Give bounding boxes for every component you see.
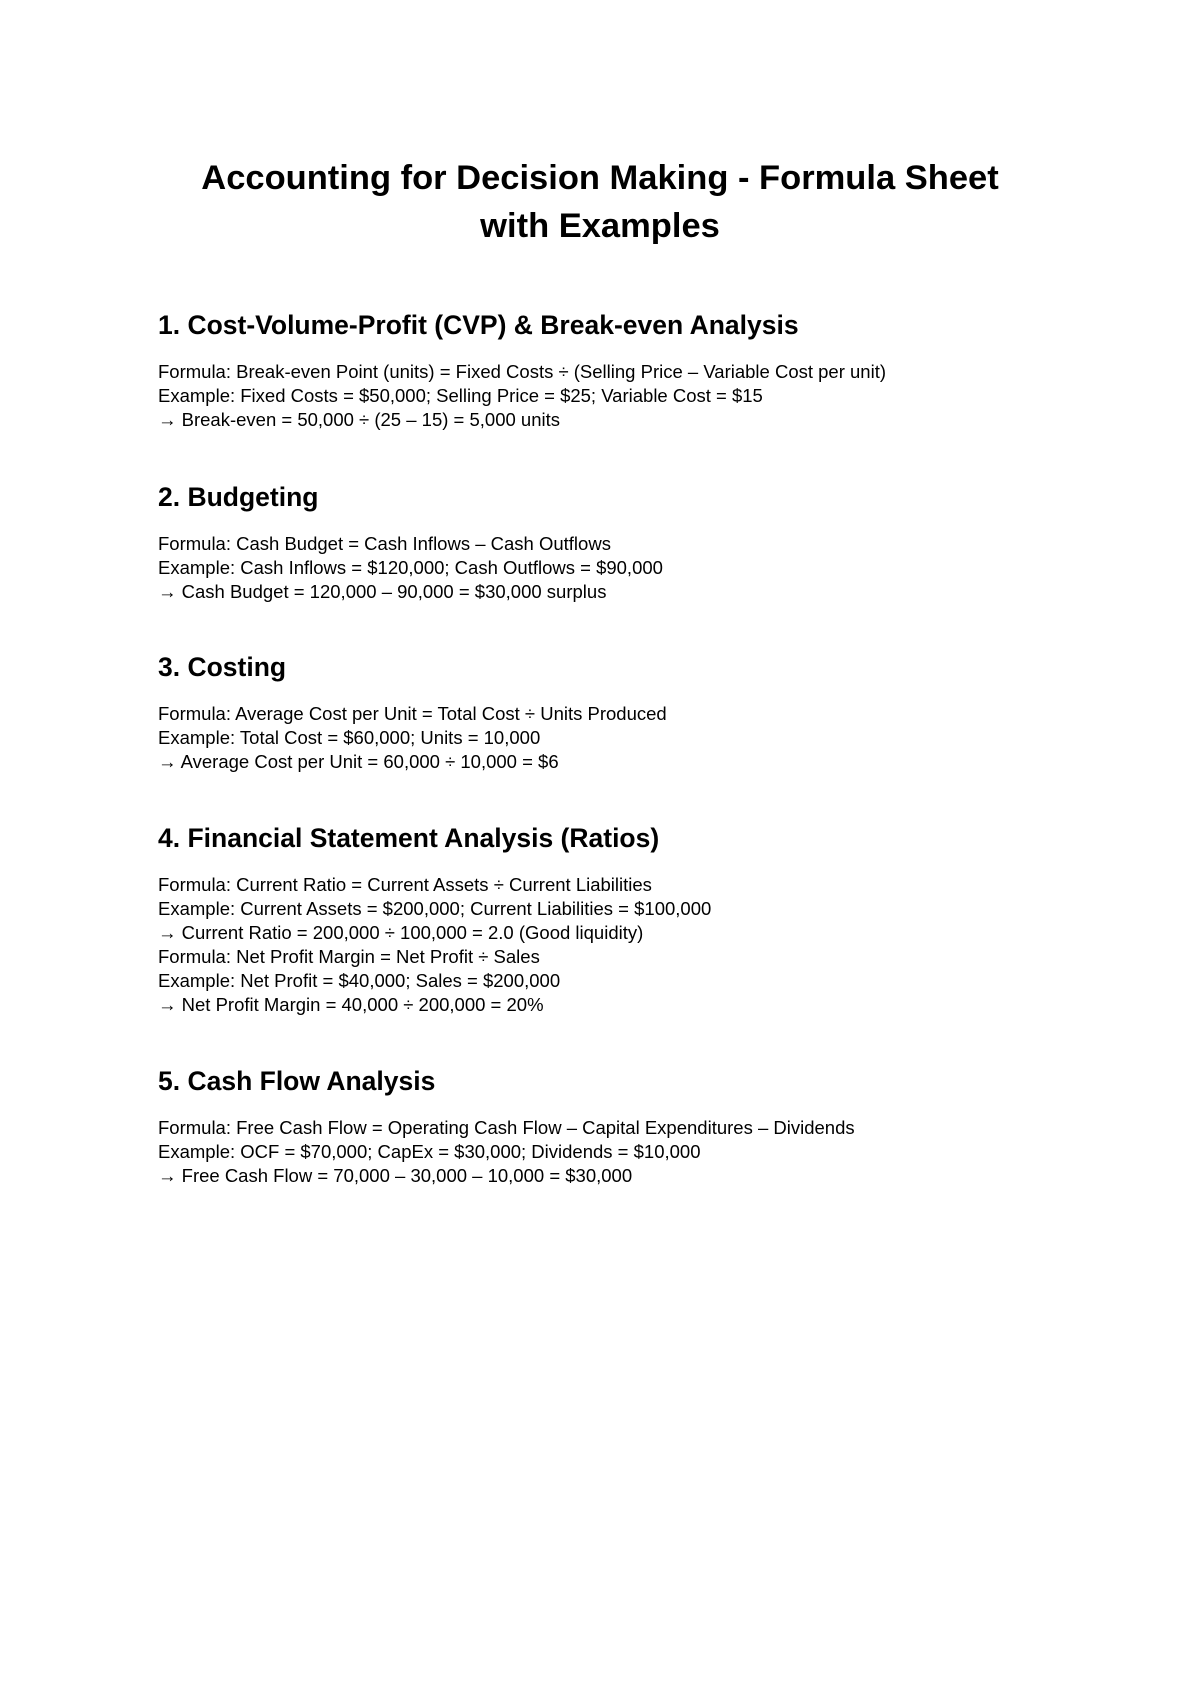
section-financial-statement-analysis [158,821,1098,1017]
formula-line: Formula: Current Ratio = Current Assets ÷ Current Liabilities [158,874,652,895]
document-title [100,154,1100,250]
result-line: → Free Cash Flow = 70,000 – 30,000 – 10,000 = $30,000 [158,1165,633,1186]
section-budgeting [158,480,1098,604]
section-costing [158,650,1098,774]
section-heading: 2. Budgeting [158,482,319,512]
section-heading: 5. Cash Flow Analysis [158,1066,436,1096]
formula-line: Formula: Free Cash Flow = Operating Cash Flow – Capital Expenditures – Dividends [158,1117,855,1138]
example-line: Example: Total Cost = $60,000; Units = 10,000 [158,727,541,748]
section-heading: 1. Cost-Volume-Profit (CVP) & Break-even Analysis [158,310,799,340]
example-line: Example: Current Assets = $200,000; Current Liabilities = $100,000 [158,898,712,919]
result-line: → Break-even = 50,000 ÷ (25 – 15) = 5,000 units [158,409,560,430]
section-heading: 4. Financial Statement Analysis (Ratios) [158,823,660,853]
formula-line: Formula: Average Cost per Unit = Total Cost ÷ Units Produced [158,703,667,724]
result-line: → Cash Budget = 120,000 – 90,000 = $30,000 surplus [158,581,607,602]
document-title-line-1: Accounting for Decision Making - Formula Sheet [201,159,999,197]
formula-line: Formula: Net Profit Margin = Net Profit ÷ Sales [158,946,540,967]
section-cvp-break-even [158,308,1098,432]
formula-line: Formula: Cash Budget = Cash Inflows – Cash Outflows [158,533,611,554]
result-line: → Average Cost per Unit = 60,000 ÷ 10,000 = $6 [158,751,559,772]
result-line: → Net Profit Margin = 40,000 ÷ 200,000 = 20% [158,994,544,1015]
example-line: Example: Net Profit = $40,000; Sales = $200,000 [158,970,561,991]
formula-line: Formula: Break-even Point (units) = Fixed Costs ÷ (Selling Price – Variable Cost per unit) [158,361,887,382]
example-line: Example: Fixed Costs = $50,000; Selling Price = $25; Variable Cost = $15 [158,385,763,406]
document-title-line-2: with Examples [480,207,720,245]
section-cash-flow-analysis [158,1064,1098,1188]
example-line: Example: Cash Inflows = $120,000; Cash Outflows = $90,000 [158,557,663,578]
example-line: Example: OCF = $70,000; CapEx = $30,000; Dividends = $10,000 [158,1141,701,1162]
section-heading: 3. Costing [158,652,287,682]
result-line: → Current Ratio = 200,000 ÷ 100,000 = 2.0 (Good liquidity) [158,922,644,943]
